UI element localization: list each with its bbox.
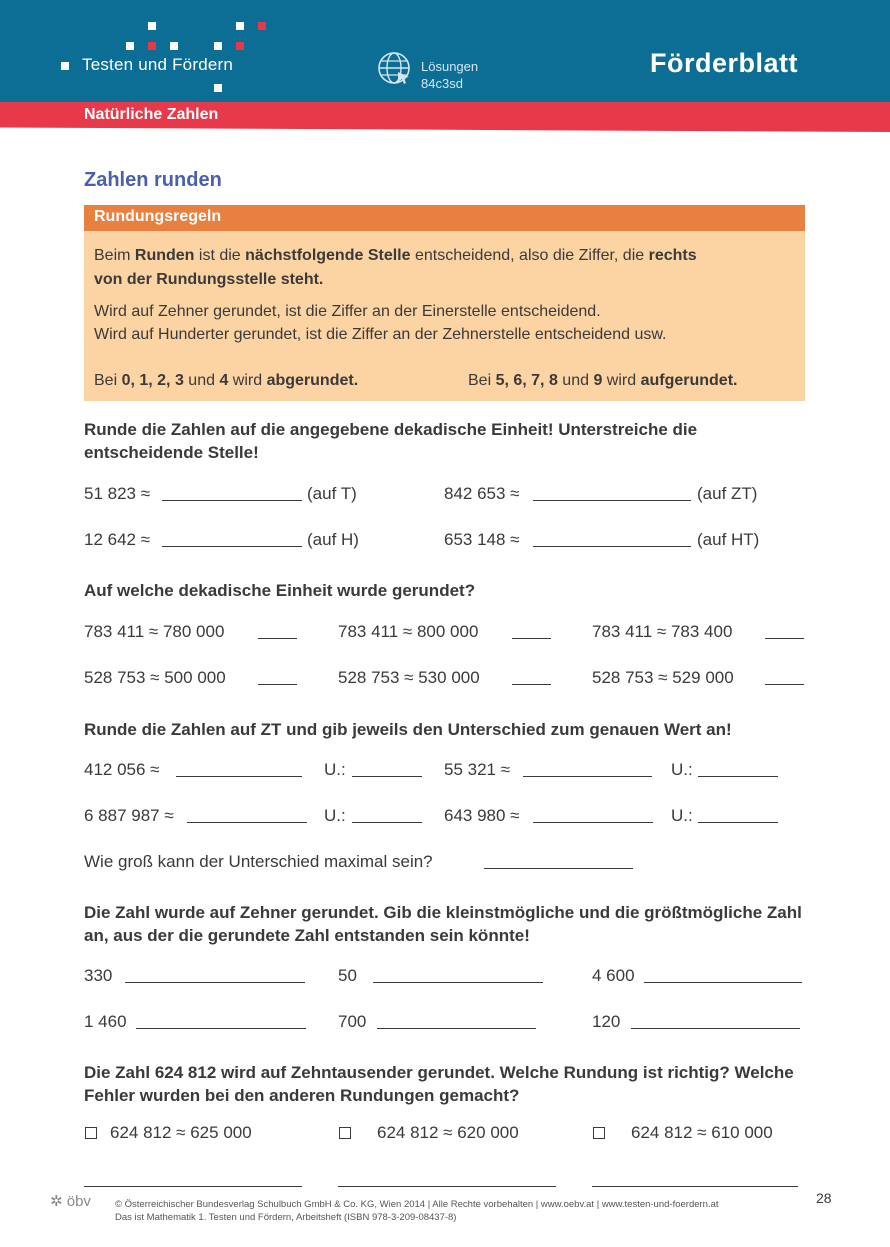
task5-answer-line[interactable] [338, 1186, 556, 1187]
task2-item: 783 411 ≈ 800 000 [338, 622, 479, 641]
task3-diff-label: U.: [324, 806, 346, 825]
task5-option: 624 812 ≈ 620 000 [377, 1123, 519, 1142]
task3-diff-line[interactable] [352, 776, 422, 777]
task2-answer-line[interactable] [512, 638, 551, 639]
solutions-label[interactable]: Lösungen [421, 59, 479, 74]
task3-answer-line[interactable] [176, 776, 302, 777]
task1-answer-line[interactable] [162, 500, 302, 501]
task5-answer-line[interactable] [592, 1186, 798, 1187]
task2-instruction: Auf welche dekadische Einheit wurde gerundet? [84, 581, 476, 600]
task4-answer-line[interactable] [631, 1028, 800, 1029]
option-checkbox[interactable] [85, 1127, 97, 1139]
task2-answer-line[interactable] [258, 638, 297, 639]
page-type-title: Förderblatt [649, 48, 798, 78]
task5-option: 624 812 ≈ 610 000 [631, 1123, 773, 1142]
section-title: Zahlen runden [84, 169, 222, 191]
task3-diff-line[interactable] [698, 776, 778, 777]
task1-number: 653 148 ≈ [444, 530, 520, 549]
copyright-line: © Österreichischer Bundesverlag Schulbuch GmbH & Co. KG, Wien 2014 | Alle Rechte vorbehalten | www.oebv.at | www.testen-und-foerdern.at [115, 1199, 719, 1210]
task4-answer-line[interactable] [125, 982, 305, 983]
task4-item: 50 [338, 966, 357, 985]
task4-item: 330 [84, 966, 113, 985]
task3-answer-line[interactable] [187, 822, 307, 823]
task1-answer-line[interactable] [533, 500, 691, 501]
task3-item: 643 980 ≈ [444, 806, 520, 825]
task2-answer-line[interactable] [765, 684, 804, 685]
task3-answer-line[interactable] [523, 776, 652, 777]
task1-unit: (auf ZT) [697, 484, 758, 503]
task2-item: 528 753 ≈ 529 000 [592, 668, 734, 687]
task1-answer-line[interactable] [162, 546, 302, 547]
page-header [0, 0, 890, 102]
book-reference: Das ist Mathematik 1. Testen und Fördern, Arbeitsheft (ISBN 978-3-209-08437-8) [115, 1212, 457, 1223]
option-checkbox[interactable] [339, 1127, 351, 1139]
task1-unit: (auf T) [307, 484, 357, 503]
task4-item: 120 [592, 1012, 621, 1031]
task3-question: Wie groß kann der Unterschied maximal sein? [84, 852, 433, 871]
task2-item: 528 753 ≈ 530 000 [338, 668, 480, 687]
task3-answer-line[interactable] [533, 822, 653, 823]
brand-name: Testen und Fördern [82, 55, 234, 74]
task5-instruction: Die Zahl 624 812 wird auf Zehntausender gerundet. Welche Rundung ist richtig? Welche Fehler wurden bei den anderen Rundungen gemacht? [84, 1063, 794, 1105]
task1-unit: (auf H) [307, 530, 359, 549]
globe-icon[interactable] [376, 50, 412, 86]
task4-answer-line[interactable] [373, 982, 543, 983]
task4-instruction: Die Zahl wurde auf Zehner gerundet. Gib die kleinstmögliche und die größtmögliche Zahl an, aus der die gerundete Zahl entstanden sein könnte! [84, 903, 802, 945]
task3-diff-label: U.: [324, 760, 346, 779]
task2-answer-line[interactable] [512, 684, 551, 685]
task4-item: 700 [338, 1012, 367, 1031]
task1-number: 842 653 ≈ [444, 484, 520, 503]
task2-item: 783 411 ≈ 780 000 [84, 622, 225, 641]
task1-answer-line[interactable] [533, 546, 691, 547]
task4-answer-line[interactable] [377, 1028, 536, 1029]
rule-round-up: Bei 5, 6, 7, 8 und 9 wird aufgerundet. [468, 372, 738, 389]
publisher-logo: ✲ öbv [50, 1193, 91, 1210]
sparkle-icon: ✲ [50, 1193, 63, 1210]
task2-item: 528 753 ≈ 500 000 [84, 668, 226, 687]
rules-box [84, 205, 805, 401]
rules-heading: Rundungsregeln [84, 205, 805, 231]
task4-answer-line[interactable] [136, 1028, 306, 1029]
task2-answer-line[interactable] [258, 684, 297, 685]
rule-paragraph-3: Wird auf Hunderter gerundet, ist die Ziffer an der Zehnerstelle entscheidend usw. [94, 326, 667, 343]
task3-diff-line[interactable] [698, 822, 778, 823]
task3-instruction: Runde die Zahlen auf ZT und gib jeweils den Unterschied zum genauen Wert an! [84, 720, 732, 739]
task3-item: 6 887 987 ≈ [84, 806, 174, 825]
rule-paragraph-2: Wird auf Zehner gerundet, ist die Ziffer an der Einerstelle entscheidend. [94, 303, 601, 320]
rule-paragraph-1-cont: von der Rundungsstelle steht. [94, 271, 324, 288]
solutions-code: 84c3sd [421, 76, 463, 91]
task1-unit: (auf HT) [697, 530, 760, 549]
task3-item: 412 056 ≈ [84, 760, 160, 779]
task5-option: 624 812 ≈ 625 000 [110, 1123, 252, 1142]
task1-number: 51 823 ≈ [84, 484, 151, 503]
rule-round-down: Bei 0, 1, 2, 3 und 4 wird abgerundet. [94, 372, 359, 389]
task2-item: 783 411 ≈ 783 400 [592, 622, 733, 641]
task1-instruction: Runde die Zahlen auf die angegebene dekadische Einheit! Unterstreiche die entscheidende Stelle! [84, 420, 698, 462]
task4-answer-line[interactable] [644, 982, 802, 983]
task4-item: 4 600 [592, 966, 635, 985]
task4-item: 1 460 [84, 1012, 127, 1031]
rule-paragraph-1: Beim Runden ist die nächstfolgende Stelle entscheidend, also die Ziffer, die rechts [94, 247, 697, 264]
topic-label: Natürliche Zahlen [84, 106, 219, 123]
task1-number: 12 642 ≈ [84, 530, 151, 549]
brand-bullet [61, 62, 69, 70]
task5-answer-line[interactable] [84, 1186, 302, 1187]
task3-diff-label: U.: [671, 760, 693, 779]
task3-item: 55 321 ≈ [444, 760, 511, 779]
task3-question-answer-line[interactable] [484, 868, 633, 869]
task3-diff-label: U.: [671, 806, 693, 825]
task2-answer-line[interactable] [765, 638, 804, 639]
task3-diff-line[interactable] [352, 822, 422, 823]
option-checkbox[interactable] [593, 1127, 605, 1139]
page-number: 28 [816, 1190, 832, 1206]
